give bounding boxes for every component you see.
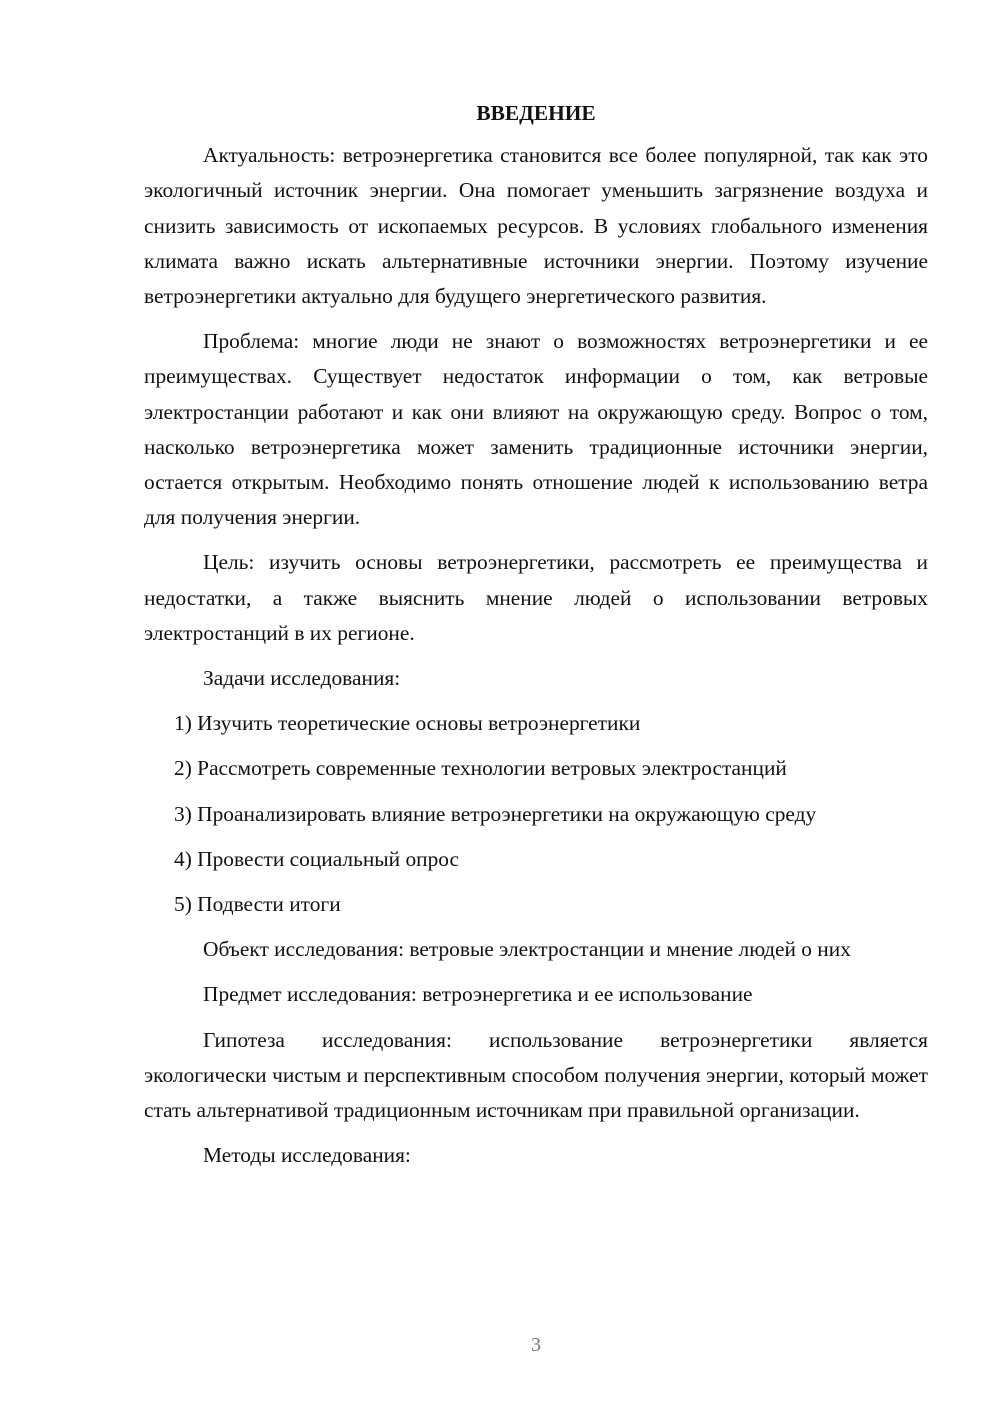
tasks-list [144, 706, 928, 922]
tasks-heading: Задачи исследования: [203, 666, 401, 691]
problem-paragraph: Проблема: многие люди не знают о возможностях ветроэнергетики и ее преимуществах. Существует недостаток информации о том, как ветровые электростанции работают и как они влияют на окружающую среду. Вопрос о том, насколько ветроэнергетика может заменить традиционные источники энергии, остается открытым. Необходимо понять отношение людей к использованию ветра для получения энергии. [144, 329, 928, 530]
object-paragraph: Объект исследования: ветровые электростанции и мнение людей о них [203, 937, 851, 962]
page-title: ВВЕДЕНИЕ [476, 101, 596, 125]
hypothesis-paragraph: Гипотеза исследования: использование ветроэнергетики является экологически чистым и перспективным способом получения энергии, который может стать альтернативой традиционным источникам при правильной организации. [144, 1027, 928, 1123]
document-page [144, 96, 928, 1183]
subject-paragraph: Предмет исследования: ветроэнергетика и ее использование [203, 982, 753, 1007]
page-number: 3 [531, 1334, 541, 1356]
task-item-3: 3) Проанализировать влияние ветроэнергетики на окружающую среду [174, 801, 817, 826]
relevance-paragraph: Актуальность: ветроэнергетика становится все более популярной, так как это экологичный источник энергии. Она помогает уменьшить загрязнение воздуха и снизить зависимость от ископаемых ресурсов. В условиях глобального изменения климата важно искать альтернативные источники энергии. Поэтому изучение ветроэнергетики актуально для будущего энергетического развития. [144, 143, 928, 309]
task-item-2: 2) Рассмотреть современные технологии ветровых электростанций [174, 756, 787, 781]
methods-heading: Методы исследования: [203, 1143, 411, 1168]
task-item-1: 1) Изучить теоретические основы ветроэнергетики [174, 711, 641, 736]
task-item-4: 4) Провести социальный опрос [174, 846, 460, 871]
task-item-5: 5) Подвести итоги [174, 892, 341, 917]
goal-paragraph: Цель: изучить основы ветроэнергетики, рассмотреть ее преимущества и недостатки, а также выяснить мнение людей о использовании ветровых электростанций в их регионе. [144, 550, 928, 645]
